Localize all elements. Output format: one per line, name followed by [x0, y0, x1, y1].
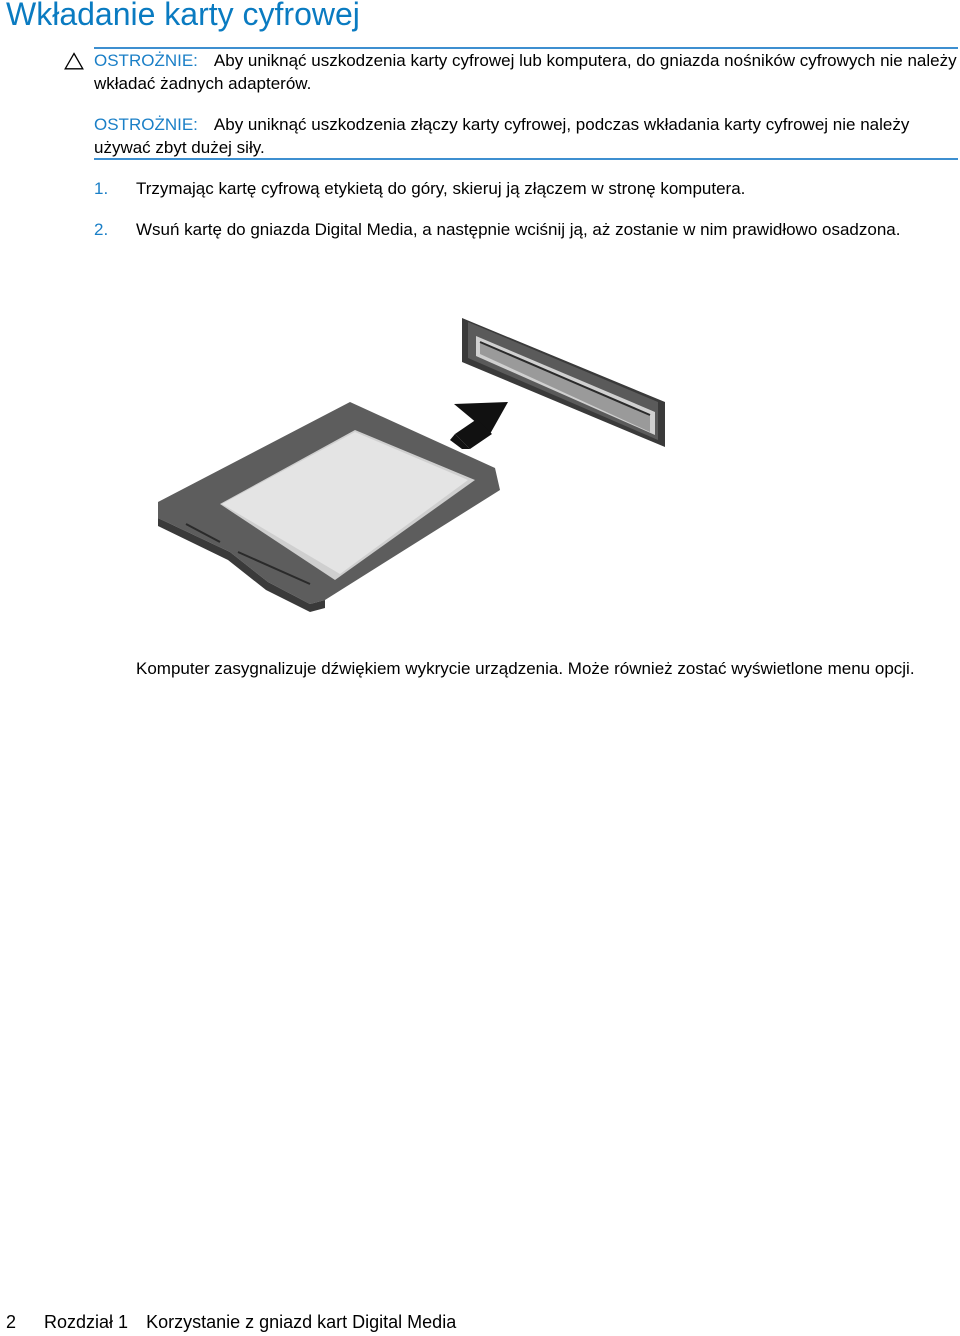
step-number: 2. [94, 220, 109, 239]
insert-arrow-icon [450, 402, 508, 449]
page-footer [6, 1312, 456, 1333]
sd-card-illustration [150, 312, 670, 612]
caution-label: OSTROŻNIE: [94, 51, 198, 70]
sd-card [158, 402, 500, 612]
caution-label: OSTROŻNIE: [94, 115, 198, 134]
note-text: Komputer zasygnalizuje dźwiękiem wykrycie urządzenia. Może również zostać wyświetlone menu opcji. [136, 659, 915, 678]
caution-notice [94, 113, 960, 159]
step-number: 1. [94, 179, 109, 198]
caution-text: Aby uniknąć uszkodzenia złączy karty cyfrowej, podczas wkładania karty cyfrowej nie należy używać zbyt dużej siły. [94, 115, 910, 157]
step-item [94, 218, 960, 241]
page-number: 2 [6, 1312, 17, 1332]
page-title: Wkładanie karty cyfrowej [6, 0, 360, 32]
warning-triangle-icon [64, 52, 84, 70]
step-text: Trzymając kartę cyfrową etykietą do góry, skieruj ją złączem w stronę komputera. [136, 179, 746, 198]
chapter-label: Rozdział 1 [44, 1312, 129, 1332]
step-item [94, 177, 960, 200]
caution-text: Aby uniknąć uszkodzenia karty cyfrowej lub komputera, do gniazda nośników cyfrowych nie należy wkładać żadnych adapterów. [94, 51, 957, 93]
chapter-title: Korzystanie z gniazd kart Digital Media [146, 1312, 457, 1332]
step-text: Wsuń kartę do gniazda Digital Media, a następnie wciśnij ją, aż zostanie w nim prawidłowo osadzona. [136, 220, 901, 239]
caution-notice [94, 49, 960, 95]
caution-bottom-rule [94, 158, 958, 160]
